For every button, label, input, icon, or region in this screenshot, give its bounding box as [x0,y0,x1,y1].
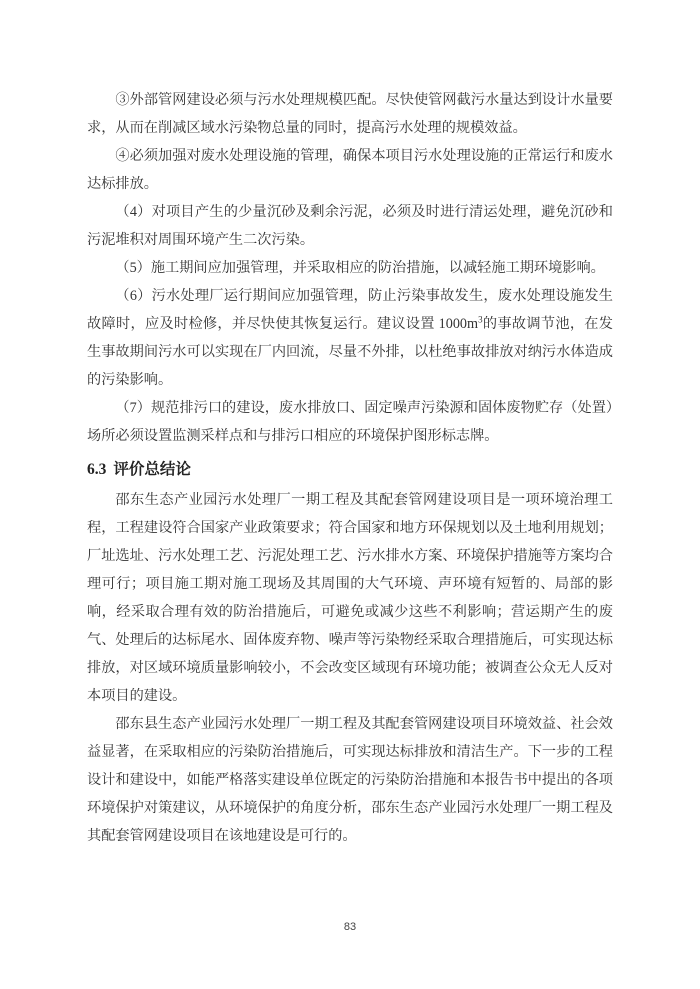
paragraph-conclusion-2: 邵东县生态产业园污水处理厂一期工程及其配套管网建设项目环境效益、社会效益显著，在采取相应的污染防治措施后，可实现达标排放和清洁生产。下一步的工程设计和建设中，如能严格落实建设单位既定的污染防治措施和本报告书中提出的各项环境保护对策建议，从环境保护的角度分析，邵东生态产业园污水处理厂一期工程及其配套管网建设项目在该地建设是可行的。 [87,716,613,844]
paragraph-item-4: （4）对项目产生的少量沉砂及剩余污泥，必须及时进行清运处理，避免沉砂和污泥堆积对周围环境产生二次污染。 [87,204,613,248]
paragraph-item-7: （7）规范排污口的建设，废水排放口、固定噪声污染源和固体废物贮存（处置）场所必须设置监测采样点和与排污口相应的环境保护图形标志牌。 [87,400,613,444]
paragraph-item-circle4: ④必须加强对废水处理设施的管理，确保本项目污水处理设施的正常运行和废水达标排放。 [87,148,613,192]
section-heading-number: 6.3 [87,461,107,478]
paragraph-item-5: （5）施工期间应加强管理，并采取相应的防治措施，以减轻施工期环境影响。 [115,260,605,276]
document-body [87,86,613,850]
page-footer [0,917,700,939]
paragraph-item-circle3: ③外部管网建设必须与污水处理规模匹配。尽快使管网截污水量达到设计水量要求，从而在削减区域水污染物总量的同时，提高污水处理的规模效益。 [87,92,613,136]
cubic-meter-superscript: 3 [478,314,483,325]
paragraph-item-6 [87,282,613,394]
paragraph-item-6-text: （6）污水处理厂运行期间应加强管理，防止污染事故发生，废水处理设施发生故障时，应及时检修，并尽快使其恢复运行。建议设置 1000m [87,288,613,332]
paragraph-conclusion-1: 邵东生态产业园污水处理厂一期工程及其配套管网建设项目是一项环境治理工程，工程建设符合国家产业政策要求；符合国家和地方环保规划以及土地利用规划；厂址选址、污水处理工艺、污泥处理工艺、污水排水方案、环境保护措施等方案均合理可行；项目施工期对施工现场及其周围的大气环境、声环境有短暂的、局部的影响，经采取合理有效的防治措施后，可避免或减少这些不利影响；营运期产生的废气、处理后的达标尾水、固体废弃物、噪声等污染物经采取合理措施后，可实现达标排放，对区域环境质量影响较小，不会改变区域现有环境功能；被调查公众无人反对本项目的建设。 [87,492,613,704]
paragraph-item-6-text-continued: 的事故调节池，在发生事故期间污水可以实现在厂内回流，尽量不外排，以杜绝事故排放对纳污水体造成的污染影响。 [87,316,613,388]
section-heading-title: 评价总结论 [113,461,191,478]
page-number: 83 [343,921,357,933]
section-heading-6-3 [87,456,613,484]
